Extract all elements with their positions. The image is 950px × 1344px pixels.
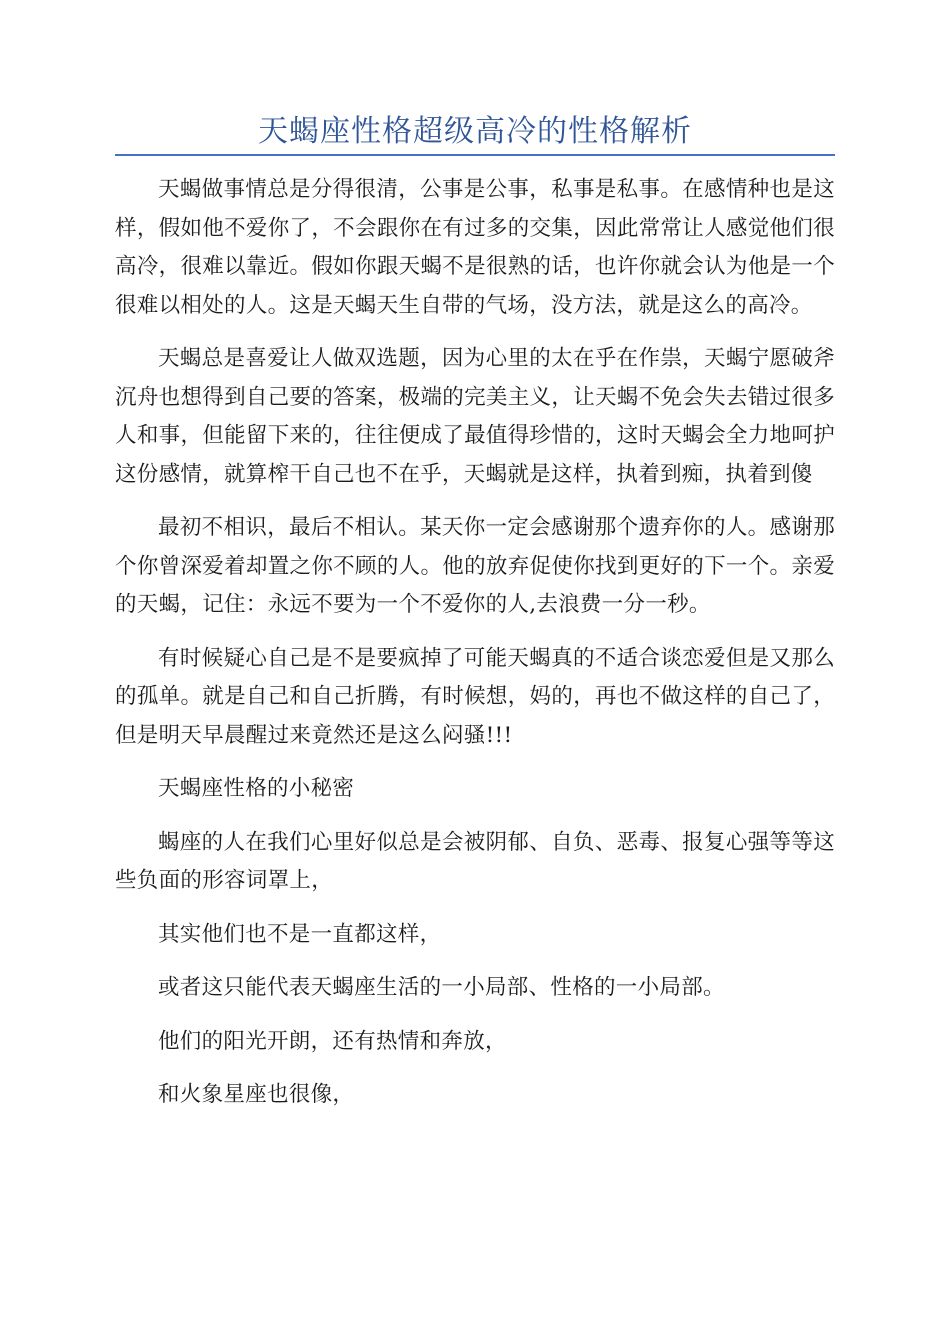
paragraph: 最初不相识，最后不相认。某天你一定会感谢那个遗弃你的人。感谢那个你曾深爱着却置之你不顾的人。他的放弃促使你找到更好的下一个。亲爱的天蝎，记住：永远不要为一个不爱你的人,去浪费一分一秒。 [115, 515, 835, 617]
paragraph: 他们的阳光开朗，还有热情和奔放， [158, 1028, 507, 1054]
section-heading: 天蝎座性格的小秘密 [158, 776, 355, 801]
paragraph: 蝎座的人在我们心里好似总是会被阴郁、自负、恶毒、报复心强等等这些负面的形容词罩上， [115, 829, 835, 893]
paragraph: 天蝎总是喜爱让人做双选题，因为心里的太在乎在作祟，天蝎宁愿破斧沉舟也想得到自己要的答案，极端的完美主义，让天蝎不免会失去错过很多人和事，但能留下来的，往往便成了最值得珍惜的，这时天蝎会全力地呵护这份感情，就算榨干自己也不在乎，天蝎就是这样，执着到痴，执着到傻 [115, 346, 835, 487]
paragraph: 或者这只能代表天蝎座生活的一小局部、性格的一小局部。 [158, 975, 725, 1000]
title-underline [115, 154, 835, 156]
paragraph: 天蝎做事情总是分得很清，公事是公事，私事是私事。在感情种也是这样，假如他不爱你了，不会跟你在有过多的交集，因此常常让人感觉他们很高冷，很难以靠近。假如你跟天蝎不是很熟的话，也许你就会认为他是一个很难以相处的人。这是天蝎天生自带的气场，没方法，就是这么的高冷。 [115, 177, 835, 318]
paragraph: 和火象星座也很像， [158, 1082, 355, 1107]
document-body [115, 171, 835, 1130]
paragraph: 其实他们也不是一直都这样， [158, 921, 442, 947]
paragraph: 有时候疑心自己是不是要疯掉了可能天蝎真的不适合谈恋爱但是又那么的孤单。就是自己和自己折腾，有时候想，妈的，再也不做这样的自己了，但是明天早晨醒过来竟然还是这么闷骚!!! [115, 645, 835, 748]
document-title: 天蝎座性格超级高冷的性格解析 [258, 114, 692, 149]
